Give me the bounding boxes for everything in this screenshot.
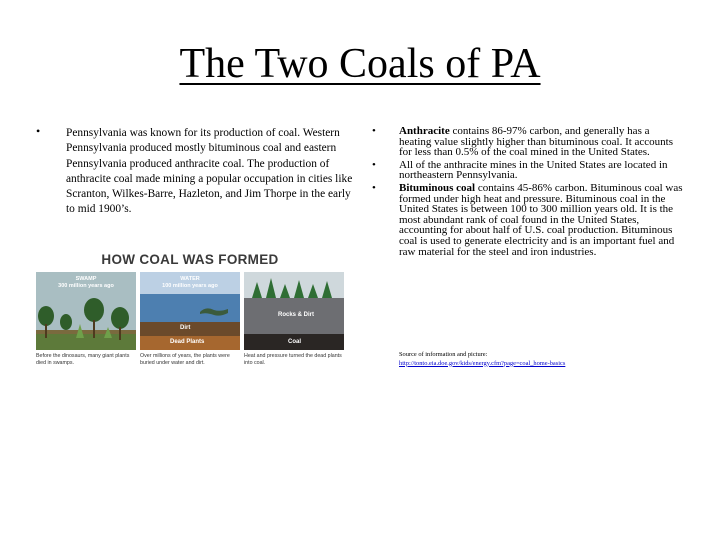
panel-coal [244,272,344,350]
bullet-text: All of the anthracite mines in the United States are located in northeastern Pennsylvania. [399,158,668,182]
slide-title: The Two Coals of PA [179,41,541,87]
panel-water-title: WATER [180,276,200,282]
source-link[interactable]: http://tonto.eia.doe.gov/kids/energy.cfm?page=coal_home-basics [399,359,566,367]
panel-water-caption: Over millions of years, the plants were buried under water and dirt. [140,353,230,366]
panel-swamp-age: 300 million years ago [58,282,114,289]
bullet-bold-term: Bituminous coal [399,181,476,194]
left-bullet-glyph: • [36,124,41,138]
panel-coal-caption: Heat and pressure turned the dead plants into coal. [244,353,342,366]
panel-swamp [36,272,136,350]
layer-coal-label: Coal [288,339,302,345]
source-citation [399,351,709,368]
bullet-glyph: • [372,125,376,137]
left-paragraph: Pennsylvania was known for its production of coal. Western Pennsylvania produced mostly bituminous coal and eastern Pennsylvania produced anthracite coal. The production of anthracite coal made mining a popular occupation in cities like Scranton, Wilkes-Barre, Hazleton, and Jim Thorpe in the early to mid 1900’s. [66,127,353,216]
panel-water-age: 100 million years ago [162,282,218,289]
right-bullet-list [372,126,684,259]
bullet-glyph: • [372,181,376,194]
panel-swamp-label [36,276,136,289]
layer-dead-plants-label: Dead Plants [170,339,205,345]
source-label: Source of information and picture: [399,351,488,358]
bullet-anthracite [372,126,684,158]
bullet-anthracite-mines [372,160,684,181]
panel-water-label [140,276,240,289]
bullet-glyph: • [372,158,376,171]
bullet-text: contains 86-97% carbon, and generally has a heating value slightly higher than bituminous coal. It accounts for less than 0.5% of the coal mined in the United States. [399,125,674,159]
panel-swamp-caption: Before the dinosaurs, many giant plants died in swamps. [36,353,130,366]
panel-water [140,272,240,350]
bullet-bold-term: Anthracite [399,125,450,137]
slide-title-wrap [0,40,720,88]
figure-title: HOW COAL WAS FORMED [101,252,279,267]
layer-dirt-label: Dirt [180,325,191,331]
layer-rocks-dirt-label: Rocks & Dirt [278,312,315,318]
panel-swamp-title: SWAMP [75,276,97,282]
bullet-text: contains 45-86% carbon. Bituminous coal was formed under high heat and pressure. Bituminous coal in the United States is between 100 to 300 million years old. It is the most abundant rank of coal found in the United States, accounting for about half of U.S. coal production. Bituminous coal is used to generate electricity and is an important fuel and raw material for the steel and iron industries. [399,181,683,258]
coal-formation-figure [36,252,344,377]
bullet-bituminous [372,183,684,257]
